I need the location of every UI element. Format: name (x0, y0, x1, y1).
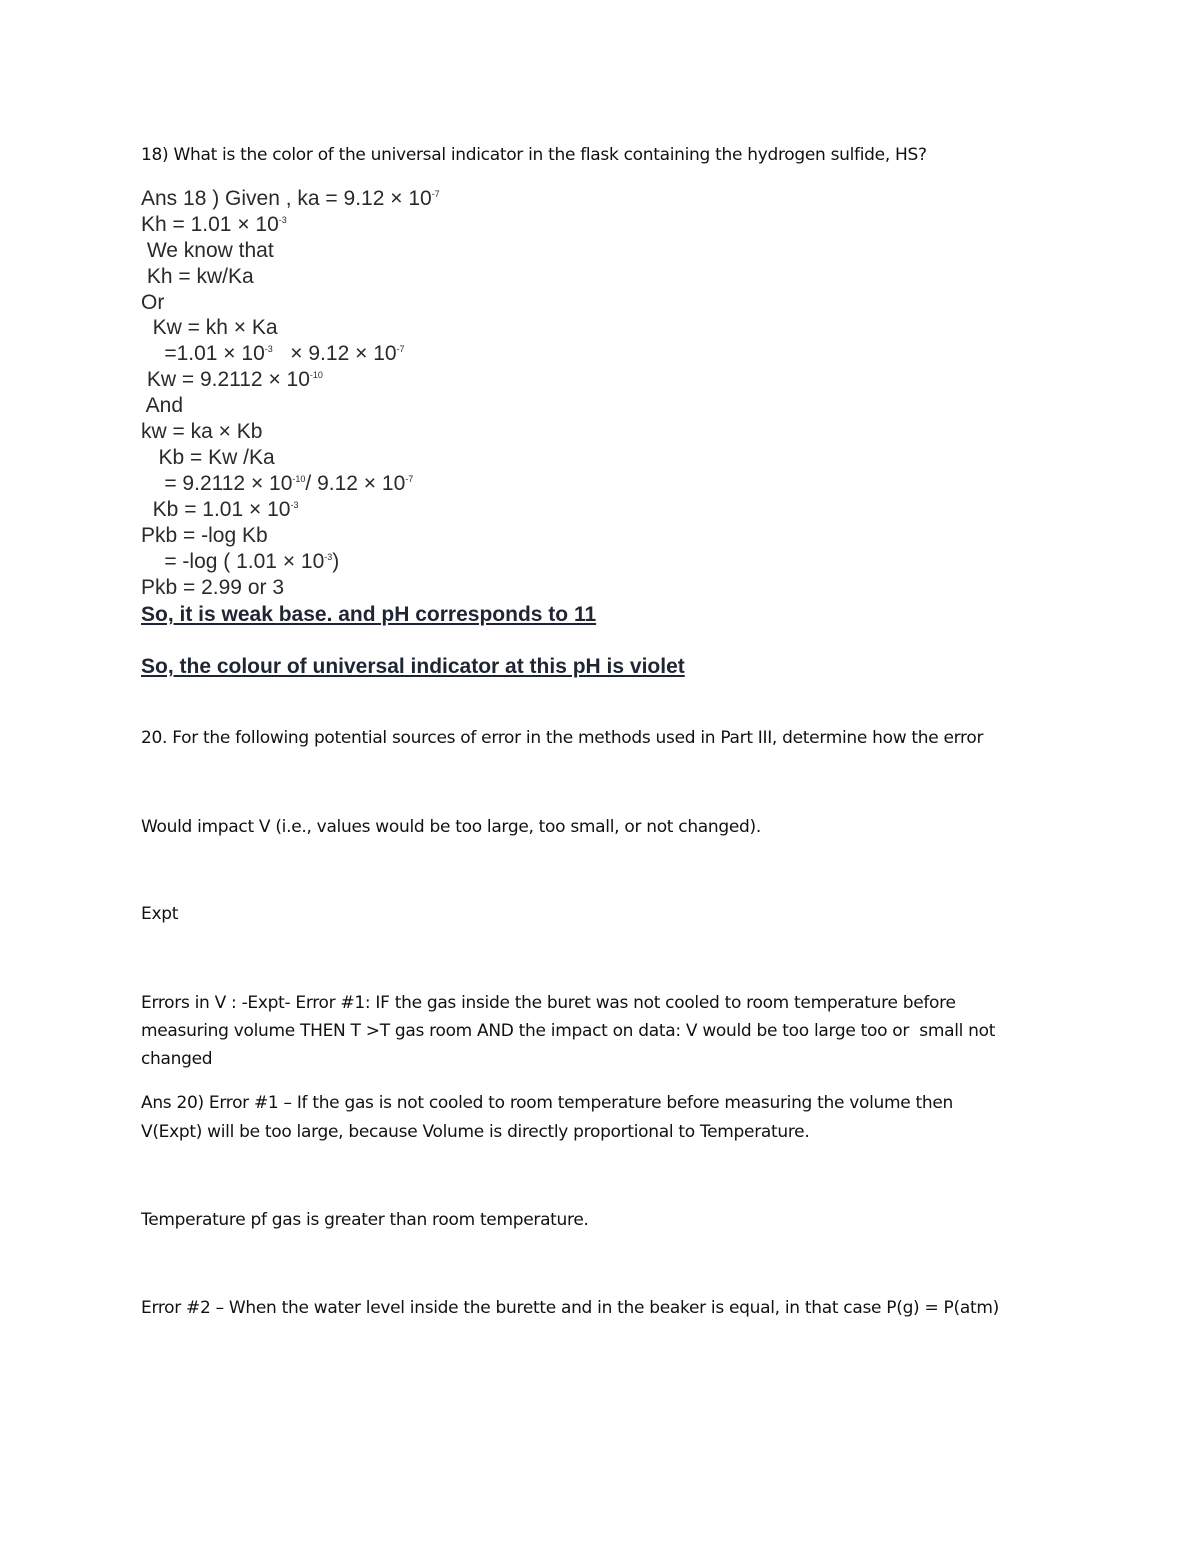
errors-line-1: Errors in V : -Expt- Error #1: IF the gas inside the buret was not cooled to room temperature before (141, 993, 956, 1013)
answer-18-line-9: And (141, 394, 184, 417)
answer-18-line-7: $=1.01 \times 10^{-3} \times 9.12 \times 10^{-7}$ (141, 342, 405, 365)
errors-line-2: measuring volume THEN T >T gas room AND the impact on data: V would be too large too or small not (141, 1021, 996, 1041)
answer-20-line-2: V(Expt) will be too large, because Volume is directly proportional to Temperature. (141, 1122, 810, 1142)
answer-18-line-14: Pkb = -log Kb (141, 524, 268, 547)
answer-18-line-12: = $9.2112 \times 10^{-10}/$ $9.12 \times 10^{-7}$ (141, 472, 414, 495)
answer-18-line-1: Ans 18 ) Given , ka = $9.12 \times 10^{-7}$ (141, 187, 440, 210)
answer-18-line-13: $Kb = 1.01 \times 10^{-3}$ (141, 498, 299, 521)
answer-18-line-8: $Kw = 9.2112 \times 10^{-10}$ (141, 368, 323, 391)
question-20-line-2: Would impact V (i.e., values would be too large, too small, or not changed). (141, 817, 761, 837)
answer-18-conclusion-2: So, the colour of universal indicator at this pH is violet (141, 655, 685, 678)
answer-18-line-11: Kb = Kw /Ka (141, 446, 275, 469)
answer-20-line-1: Ans 20) Error #1 – If the gas is not cooled to room temperature before measuring the volume then (141, 1093, 954, 1113)
answer-18-line-3: We know that (141, 239, 274, 262)
question-18: 18) What is the color of the universal indicator in the flask containing the hydrogen sulfide, HS? (141, 145, 927, 165)
question-20-line-3: Expt (141, 904, 179, 924)
answer-18-line-10: kw = ka × Kb (141, 420, 263, 443)
answer-18-line-15: = -log ( $1.01 \times 10^{-3}$) (141, 550, 340, 573)
answer-20-line-4: Error #2 – When the water level inside the burette and in the beaker is equal, in that case P(g) = P(atm) (141, 1298, 999, 1318)
answer-18-conclusion-1: So, it is weak base. and pH corresponds to 11 (141, 603, 597, 626)
question-20-line-1: 20. For the following potential sources of error in the methods used in Part III, determine how the error (141, 728, 984, 748)
answer-18-line-5: Or (141, 291, 165, 314)
answer-18-line-4: Kh = kw/Ka (141, 265, 254, 288)
answer-18-line-16: Pkb = 2.99 or 3 (141, 576, 285, 599)
errors-line-3: changed (141, 1049, 213, 1069)
answer-20-line-3: Temperature pf gas is greater than room temperature. (141, 1210, 589, 1230)
answer-18-line-6: Kw = kh × Ka (141, 316, 278, 339)
answer-18-line-2: $Kh = 1.01 \times 10^{-3}$ (141, 213, 287, 236)
